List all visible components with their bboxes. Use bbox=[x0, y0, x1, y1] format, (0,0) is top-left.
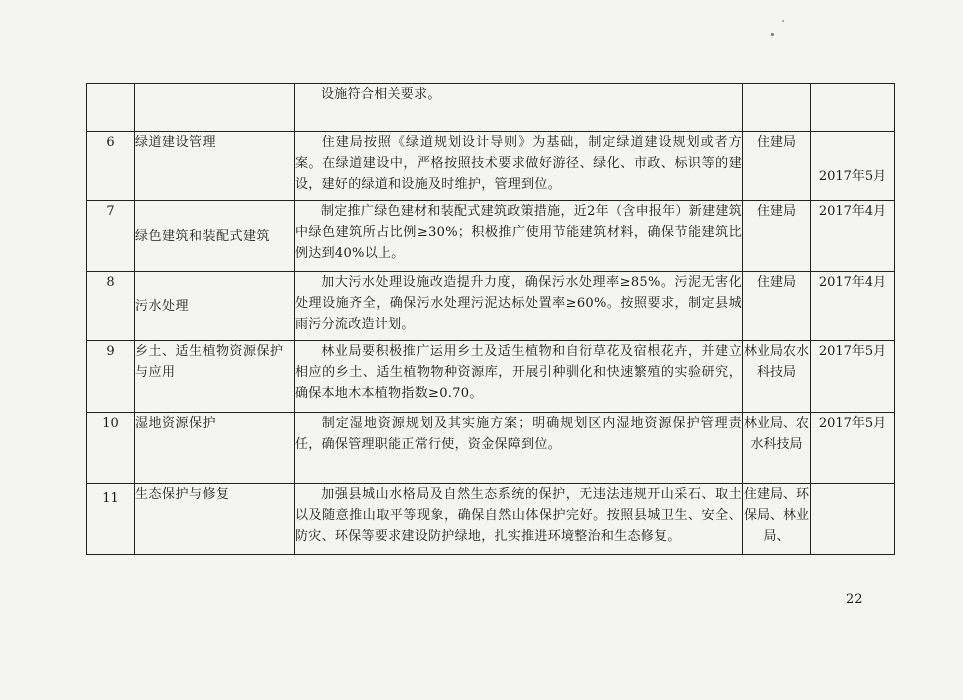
row-item: 绿道建设管理 bbox=[135, 132, 295, 201]
row-dept: 住建局 bbox=[743, 132, 811, 201]
table-row bbox=[87, 272, 895, 341]
row-measure-text: 加强县城山水格局及自然生态系统的保护，无违法违规开山采石、取土以及随意推山取平等现象，确保自然山体保护完好。按照县城卫生、安全、防灾、环保等要求建设防护绿地，扎实推进环境整治和生态修复。 bbox=[295, 487, 742, 544]
row-item bbox=[135, 84, 295, 132]
table-row bbox=[87, 413, 895, 484]
row-number: 8 bbox=[87, 272, 135, 341]
row-item: 乡土、适生植物资源保护与应用 bbox=[135, 341, 295, 413]
table-row bbox=[87, 341, 895, 413]
row-measure bbox=[295, 84, 743, 132]
row-measure-text: 加大污水处理设施改造提升力度，确保污水处理率≥85%。污泥无害化处理设施齐全，确保污水处理污泥达标处置率≥60%。按照要求，制定县城雨污分流改造计划。 bbox=[295, 275, 742, 332]
task-table bbox=[86, 83, 895, 555]
row-item: 湿地资源保护 bbox=[135, 413, 295, 484]
row-dept: 林业局农水科技局 bbox=[743, 341, 811, 413]
page-number: 22 bbox=[846, 592, 863, 607]
row-measure-text: 设施符合相关要求。 bbox=[321, 87, 441, 102]
row-number: 7 bbox=[87, 201, 135, 272]
row-measure bbox=[295, 132, 743, 201]
row-item: 污水处理 bbox=[135, 272, 295, 341]
row-measure-text: 林业局要积极推广运用乡土及适生植物和自衍草花及宿根花卉，并建立相应的乡土、适生植物物种资源库，开展引种驯化和快速繁殖的实验研究，确保本地木本植物指数≥0.70。 bbox=[295, 344, 742, 401]
table-row bbox=[87, 84, 895, 132]
row-item: 生态保护与修复 bbox=[135, 484, 295, 555]
table-row bbox=[87, 132, 895, 201]
scan-speck bbox=[771, 33, 774, 36]
row-date bbox=[811, 484, 895, 555]
row-date: 2017年5月 bbox=[811, 132, 895, 201]
row-dept: 住建局 bbox=[743, 272, 811, 341]
row-date: 2017年5月 bbox=[811, 341, 895, 413]
row-dept: 住建局、环保局、林业局、 bbox=[743, 484, 811, 555]
row-dept bbox=[743, 84, 811, 132]
row-measure bbox=[295, 201, 743, 272]
row-date: 2017年4月 bbox=[811, 272, 895, 341]
row-measure bbox=[295, 272, 743, 341]
row-date bbox=[811, 84, 895, 132]
table-row bbox=[87, 484, 895, 555]
scan-speck bbox=[782, 20, 784, 22]
row-date: 2017年4月 bbox=[811, 201, 895, 272]
row-measure bbox=[295, 484, 743, 555]
row-measure-text: 制定推广绿色建材和装配式建筑政策措施，近2年（含申报年）新建建筑中绿色建筑所占比例≥30%；积极推广使用节能建筑材料，确保节能建筑比例达到40%以上。 bbox=[295, 204, 742, 261]
row-measure-text: 制定湿地资源规划及其实施方案；明确规划区内湿地资源保护管理责任，确保管理职能正常行使，资金保障到位。 bbox=[295, 416, 742, 452]
row-date: 2017年5月 bbox=[811, 413, 895, 484]
row-item: 绿色建筑和装配式建筑 bbox=[135, 201, 295, 272]
row-measure bbox=[295, 413, 743, 484]
row-dept: 林业局、农水科技局 bbox=[743, 413, 811, 484]
row-number: 10 bbox=[87, 413, 135, 484]
row-number bbox=[87, 84, 135, 132]
row-measure-text: 住建局按照《绿道规划设计导则》为基础，制定绿道建设规划或者方案。在绿道建设中，严格按照技术要求做好游径、绿化、市政、标识等的建设，建好的绿道和设施及时维护，管理到位。 bbox=[295, 135, 742, 192]
row-measure bbox=[295, 341, 743, 413]
table-row bbox=[87, 201, 895, 272]
row-number: 9 bbox=[87, 341, 135, 413]
row-number: 6 bbox=[87, 132, 135, 201]
row-number: 11 bbox=[87, 484, 135, 555]
row-dept: 住建局 bbox=[743, 201, 811, 272]
